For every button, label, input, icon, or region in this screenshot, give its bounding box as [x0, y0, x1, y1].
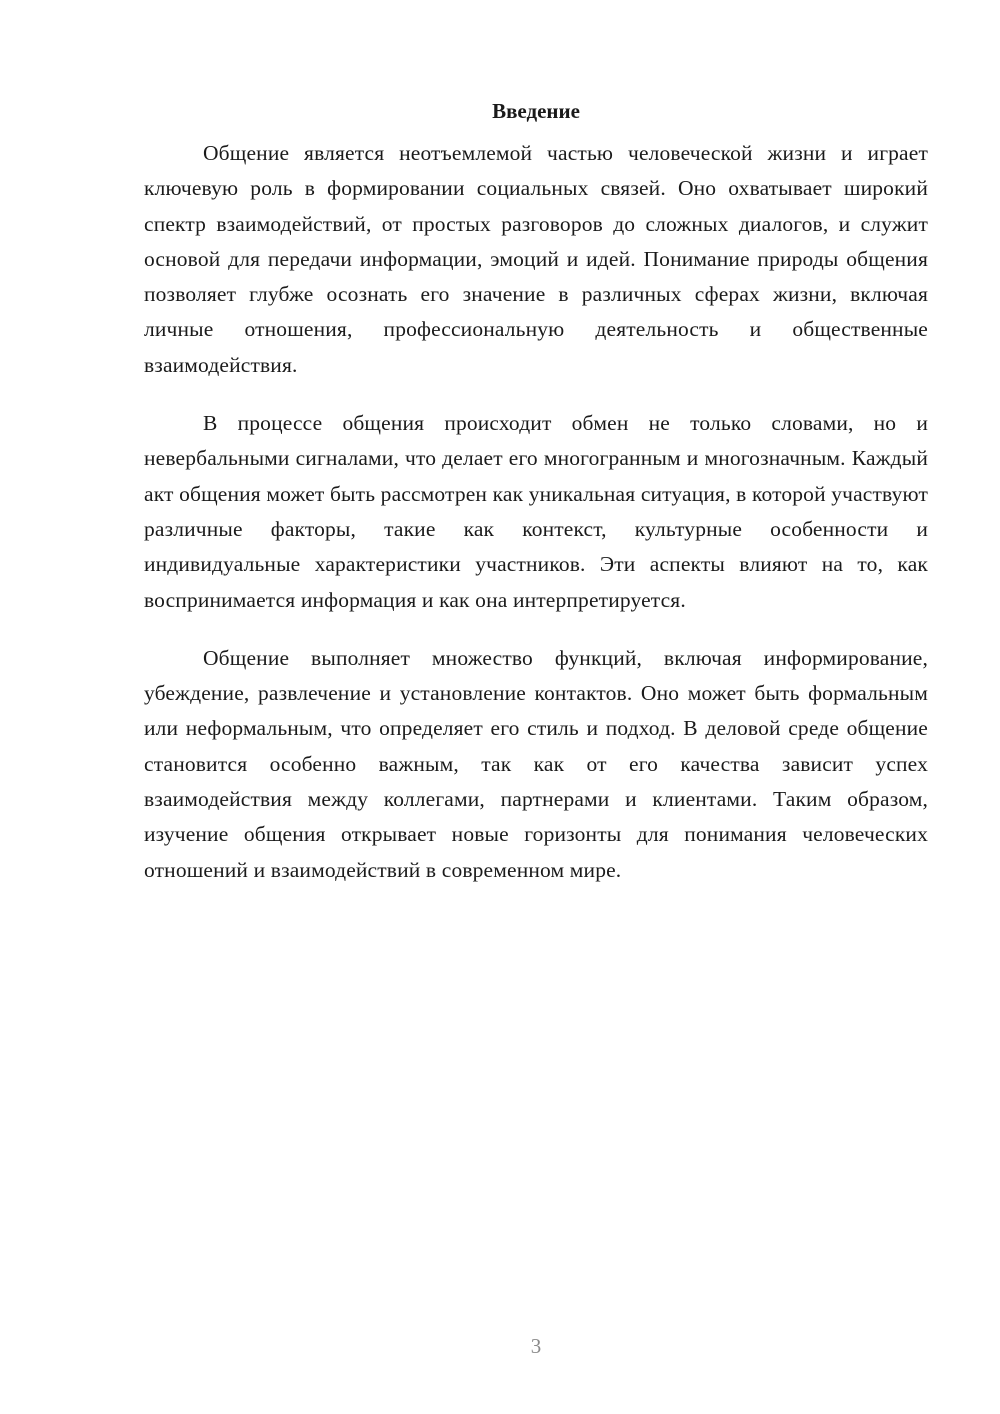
- section-heading: Введение: [492, 99, 580, 123]
- paragraph-2: В процессе общения происходит обмен не только словами, но и невербальными сигналами, что делает его многогранным и многозначным. Каждый акт общения может быть рассмотрен как уникальная ситуация, в которой участвуют различные факторы, такие как контекст, культурные особенности и индивидуальные характеристики участников. Эти аспекты влияют на то, как воспринимается информация и как она интерпретируется.: [144, 411, 928, 612]
- paragraph-3: Общение выполняет множество функций, включая информирование, убеждение, развлечение и установление контактов. Оно может быть формальным или неформальным, что определяет его стиль и подход. В деловой среде общение становится особенно важным, так как от его качества зависит успех взаимодействия между коллегами, партнерами и клиентами. Таким образом, изучение общения открывает новые горизонты для понимания человеческих отношений и взаимодействий в современном мире.: [144, 645, 928, 882]
- paragraph-1: Общение является неотъемлемой частью человеческой жизни и играет ключевую роль в формировании социальных связей. Оно охватывает широкий спектр взаимодействий, от простых разговоров до сложных диалогов, и служит основой для передачи информации, эмоций и идей. Понимание природы общения позволяет глубже осознать его значение в различных сферах жизни, включая личные отношения, профессиональную деятельность и общественные взаимодействия.: [144, 141, 928, 377]
- page-number: 3: [530, 1334, 542, 1358]
- page-content: [144, 96, 928, 911]
